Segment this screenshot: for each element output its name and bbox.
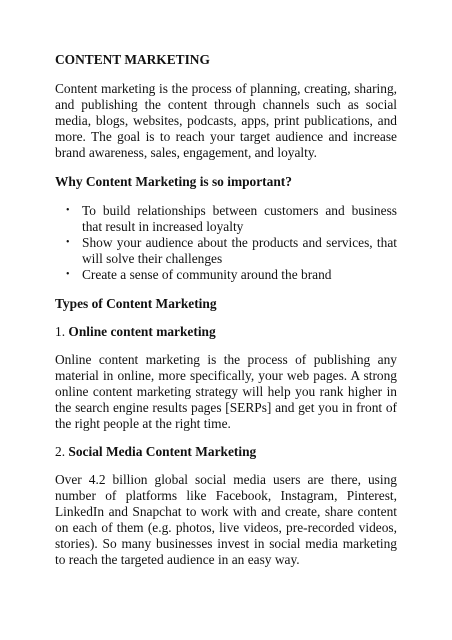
bullet-icon: • (66, 205, 70, 216)
section-body-social: Over 4.2 billion global social media users are there, using number of platforms like Facebook, Instagram, Pinterest, LinkedIn and Snapchat to work with and create, share content on each of them (e.g. photos, live videos, pre-recorded videos, stories). So many businesses invest in social media marketing to reach the targeted audience in an easy way. (55, 472, 397, 567)
intro-paragraph: Content marketing is the process of planning, creating, sharing, and publishing the content through channels such as social media, blogs, websites, podcasts, apps, print publications, and more. The goal is to reach your target audience and increase brand awareness, sales, engagement, and loyalty. (55, 81, 397, 160)
section-heading-social (55, 444, 397, 460)
list-item-text: Show your audience about the products and services, that will solve their challenges (82, 235, 397, 266)
section-number: 2. (55, 444, 66, 459)
list-item (55, 235, 397, 267)
types-heading: Types of Content Marketing (55, 296, 217, 311)
list-item (55, 267, 397, 283)
list-item (55, 203, 397, 235)
section-title: Online content marketing (68, 324, 216, 339)
document-page (55, 52, 397, 568)
section-number: 1. (55, 324, 66, 339)
bullet-icon: • (66, 237, 70, 248)
section-title: Social Media Content Marketing (68, 444, 257, 459)
why-heading: Why Content Marketing is so important? (55, 174, 292, 189)
importance-list (55, 203, 397, 283)
list-item-text: Create a sense of community around the brand (82, 267, 332, 282)
section-heading-online (55, 324, 397, 340)
section-body-online: Online content marketing is the process of publishing any material in online, more specifically, your web pages. A strong online content marketing strategy will help you rank higher in the search engine results pages [SERPs] and get you in front of the right people at the right time. (55, 352, 397, 431)
list-item-text: To build relationships between customers and business that result in increased loyalty (82, 203, 397, 234)
document-title: CONTENT MARKETING (55, 52, 210, 67)
bullet-icon: • (66, 269, 70, 280)
